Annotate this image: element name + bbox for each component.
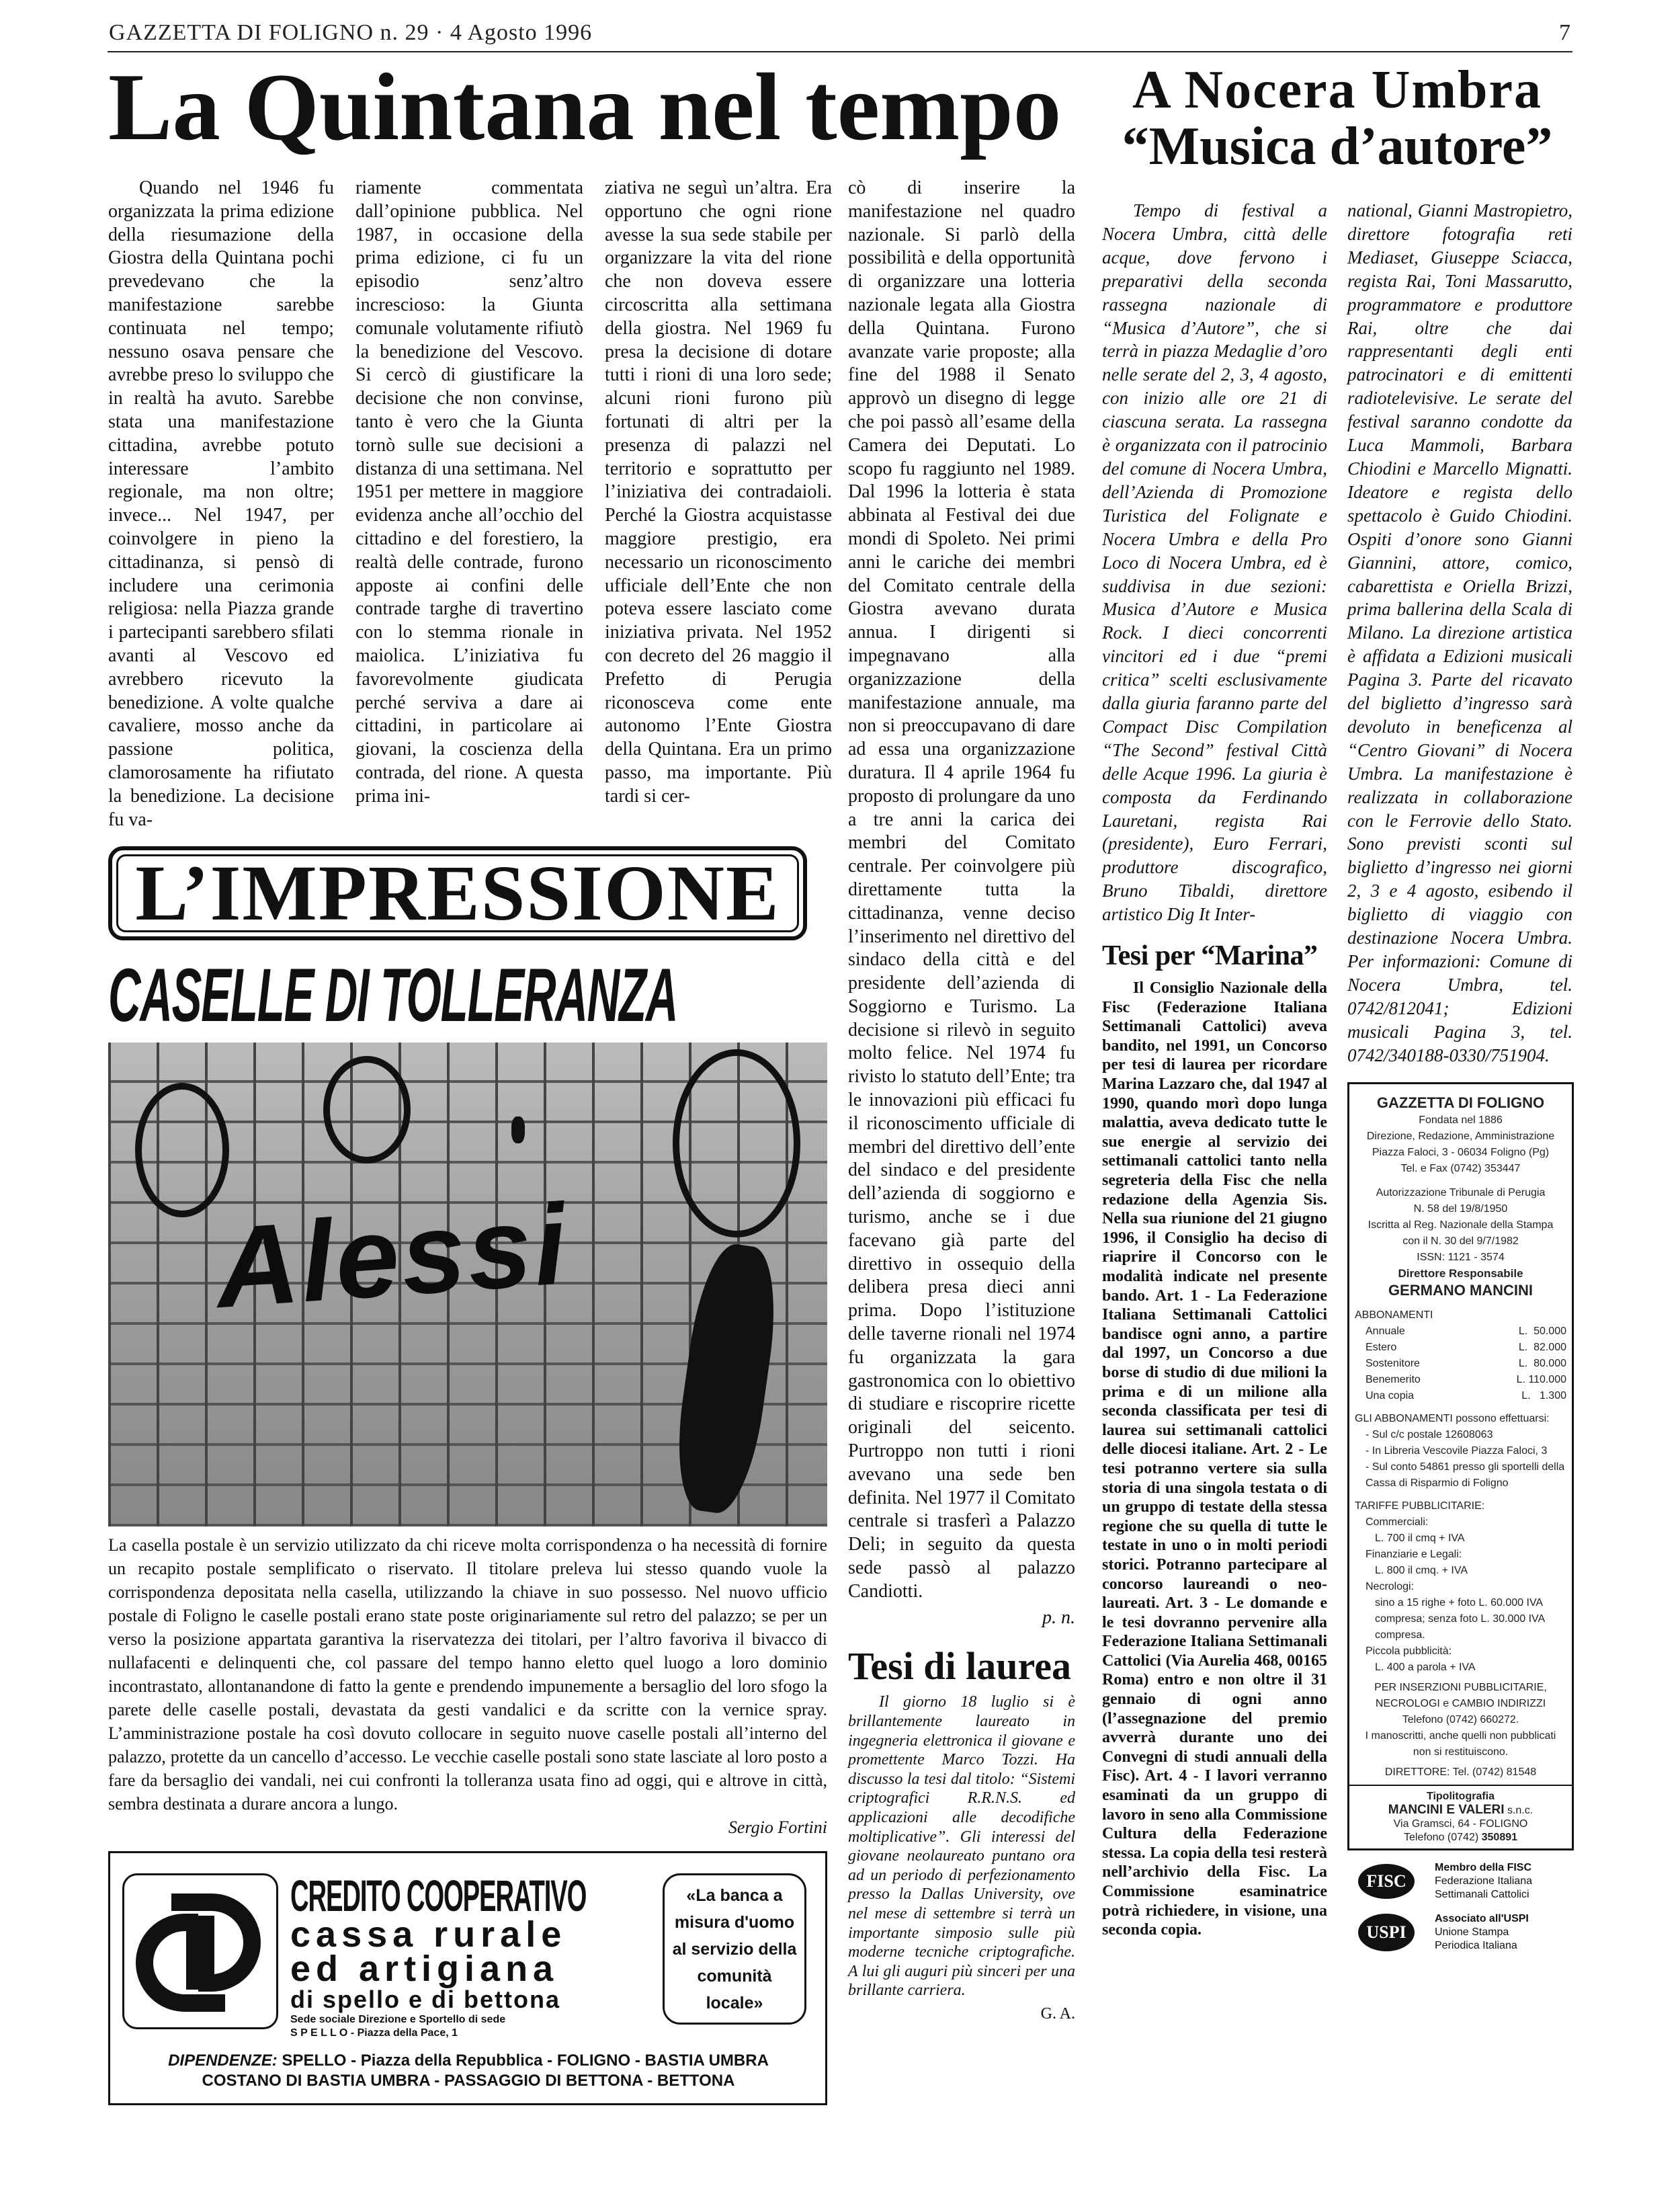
- masthead-issn: ISSN: 1121 - 3574: [1417, 1251, 1505, 1263]
- graffiti-mark: [323, 1056, 411, 1164]
- payment-method: - Sul c/c postale 12608063: [1366, 1428, 1493, 1440]
- graffiti-mark: [673, 1049, 800, 1237]
- mailboxes-photo: [108, 1043, 827, 1526]
- quintana-columns: [108, 177, 832, 831]
- fisc-logo-text: FISC: [1366, 1871, 1406, 1891]
- quintana-signature: p. n.: [1042, 1606, 1075, 1628]
- quintana-column-4: [848, 177, 1075, 1629]
- manuscripts-note: non si restituiscono.: [1413, 1746, 1509, 1758]
- tariffs-label: TARIFFE PUBBLICITARIE:: [1355, 1500, 1485, 1512]
- impressione-rubric: [108, 846, 807, 940]
- masthead-authorization: N. 58 del 19/8/1950: [1413, 1203, 1508, 1215]
- impressione-caption: [108, 1533, 827, 1839]
- subscription-name: Annuale: [1366, 1325, 1405, 1337]
- bank-branches: [122, 2051, 814, 2091]
- insertions-info: PER INSERZIONI PUBBLICITARIE,: [1374, 1681, 1547, 1693]
- bank-address: Sede sociale Direzione e Sportello di sede: [290, 2014, 506, 2026]
- graffiti-mark: [135, 1083, 229, 1217]
- page-number: 7: [1559, 20, 1571, 45]
- nocera-text-1: Tempo di festival a Nocera Umbra, città delle acque, dove fervono i preparativi della seconda rassegna nazionale di “Musica d’Autore”, che si terrà in piazza Medaglie d’oro nelle serate del 2, 3, 4 agosto, con inizio alle ore 21 di ciascuna serata. La rassegna è organizzata con il patrocinio del comune di Nocera Umbra, dell’Azienda di Promozione Turistica del Folignate e Nocera Umbra e della Pro Loco di Nocera Umbra, ed è suddivisa in due sezioni: Musica d’Autore e Musica Rock. I dieci concorrenti vincitori ed i due “premi critica” scelti esclusivamente dalla giuria faranno parte del Compact Disc Compilation “The Second” festival Città delle Acque 1996. La giuria è composta da Ferdinando Lauretani, regista Rai (presidente), Euro Ferrari, produttore discografico, Bruno Tibaldi, direttore artistico Dig It Inter-: [1102, 200, 1327, 925]
- subscription-price: L. 80.000: [1518, 1357, 1566, 1369]
- tariff-value: L. 800 il cmq. + IVA: [1375, 1564, 1468, 1576]
- subscription-price: L. 82.000: [1518, 1341, 1566, 1353]
- laurea-signature: G. A.: [1040, 2004, 1075, 2023]
- tariff-label: Necrologi:: [1366, 1580, 1415, 1592]
- impressione-headline: CASELLE DI TOLLERANZA: [108, 953, 678, 1038]
- nocera-headline-line: “Musica d’autore”: [1122, 117, 1553, 176]
- subscription-name: Una copia: [1366, 1389, 1415, 1401]
- payment-label: GLI ABBONAMENTI possono effettuarsi:: [1355, 1412, 1550, 1424]
- marina-text: Il Consiglio Nazionale della Fisc (Federazione Italiana Settimanali Cattolici) aveva bandito, nel 1991, un Concorso per tesi di laurea per ricordare Marina Lazzaro che, dal 1947 al 1990, quando morì dopo lunga malattia, aveva dedicato tutte le sue energie al servizio dei settimanali cattolici tanto nella segreteria della Fisc che nella redazione della Agenzia Sis. Nella sua riunione del 21 giugno 1996, il Consiglio ha deciso di riaprire il Concorso con le modalità indicate nel presente bando. Art. 1 - La Federazione Italiana Settimanali Cattolici bandisce ogni anno, a partire dal 1997, un Concorso a due borse di studio di due milioni la prima e di un milione alla seconda classificata per tesi di laurea sui settimanali cattolici delle diocesi italiane. Art. 2 - Le tesi potranno vertere sia sulla storia di una singola testata o di un gruppo di testate della stessa regione che su quella di tutte le testate in uno o in molti periodi storici. Potranno partecipare al concorso laureandi o neo-laureati. Art. 3 - Le domande e le tesi dovranno pervenire alla Federazione Italiana Settimanali Cattolici (Via Aurelia 468, 00165 Roma) entro e non oltre il 31 gennaio di ogni anno (l’assegnazione del premio avverrà durante uno dei Convegni di studi annuali della Fisc). Art. 4 - I lavori verranno esaminati da un gruppo di lavoro in seno alla Commissione Cultura della Federazione stessa. La copia della tesi resterà nell’archivio della Fisc. La Commissione esaminatrice potrà richiedere, in visione, una seconda copia.: [1102, 979, 1327, 1939]
- printer-suffix: s.n.c.: [1507, 1804, 1534, 1816]
- impressione-rubric-text: L’IMPRESSIONE: [135, 849, 780, 938]
- uspi-logo-text: USPI: [1366, 1922, 1406, 1942]
- left-body: [108, 177, 1075, 2105]
- tariff-label: Piccola pubblicità:: [1366, 1645, 1452, 1657]
- quintana-column-1: [108, 177, 334, 831]
- payment-method: - In Libreria Vescovile Piazza Faloci, 3: [1366, 1444, 1548, 1457]
- membership-line: Periodica Italiana: [1435, 1939, 1517, 1951]
- masthead-registration: Iscritta al Reg. Nazionale della Stampa: [1368, 1219, 1554, 1231]
- bank-slogan-text: «La banca a misura d'uomo al servizio della comunità locale»: [672, 1885, 797, 2012]
- nocera-headline: [1102, 62, 1572, 175]
- bank-address: S P E L L O - Piazza della Pace, 1: [290, 2027, 458, 2039]
- subscriptions-list: [1355, 1323, 1566, 1404]
- bank-logo-icon: [122, 1873, 278, 2029]
- marina-column: [1102, 979, 1327, 1940]
- caption-signature: Sergio Fortini: [728, 1818, 827, 1838]
- membership-uspi: [1347, 1912, 1574, 1953]
- running-header: GAZZETTA DI FOLIGNO n. 29 · 4 Agosto 1996: [109, 20, 593, 45]
- subscription-name: Sostenitore: [1366, 1357, 1420, 1369]
- director-name: GERMANO MANCINI: [1388, 1281, 1534, 1299]
- quintana-text-4: cò di inserire la manifestazione nel quadro nazionale. Si parlò della possibilità e della opportunità di organizzare una lotteria nazionale legata alla Giostra della Quintana. Furono avanzate varie proposte; alla fine del 1988 il Senato approvò un disegno di legge che poi passò all’esame della Camera dei Deputati. Lo scopo fu raggiunto nel 1989. Dal 1996 la lotteria è stata abbinata al Festival dei due mondi di Spoleto. Nei primi anni le cariche dei membri del Comitato centrale della Giostra avevano durata annua. I dirigenti si impegnavano alla organizzazione della manifestazione annuale, ma non si preoccupavano di dare ad essa una organizzazione duratura. Il 4 aprile 1964 fu proposto di prolungare da uno a tre anni la carica dei membri del Comitato centrale. Per coinvolgere più direttamente tutta la cittadinanza, venne deciso l’inserimento nel direttivo del sindaco della città e del presidente dell’azienda di Soggiorno e Turismo. La decisione si rilevò in seguito molto felice. Nel 1974 fu rivisto lo statuto dell’Ente; tra le innovazioni più efficaci fu il riconoscimento ufficiale di membri del direttivo dell’ente del sindaco e del presidente dell’azienda di soggiorno e turismo, anche se i due facevano già parte del direttivo in ossequio della delibera presa dieci anni prima. Dopo l’istituzione delle taverne rionali nel 1974 fu organizzata la gara gastronomica con lo obiettivo di studiare e riscoprire ricette originali del seicento. Purtroppo non tutti i rioni avevano una sede ben definita. Nel 1977 il Comitato centrale si trasferì a Palazzo Deli; in seguito da questa sede passò al palazzo Candiotti.: [848, 177, 1075, 1602]
- tariff-label: Commerciali:: [1366, 1516, 1429, 1528]
- branches-line: SPELLO - Piazza della Repubblica - FOLIGNO - BASTIA UMBRA: [282, 2051, 769, 2070]
- quintana-column-3: [605, 177, 832, 809]
- quintana-text-1: Quando nel 1946 fu organizzata la prima edizione della riesumazione della Giostra della Quintana pochi prevedevano che la manifestazione sarebbe continuata nel tempo; nessuno osava pensare che avrebbe preso lo sviluppo che in realtà ha avuto. Sarebbe stata una manifestazione cittadina, avrebbe potuto interessare l’ambito regionale, ma non oltre; invece... Nel 1947, per coinvolgere in pieno la cittadinanza, si pensò di includere una cerimonia religiosa: nella Piazza grande i partecipanti sarebbero sfilati avanti al Vescovo ed avrebbero ricevuto la benedizione. A volte qualche cavaliere, mosso anche da passione politica, clamorosamente ha rifiutato la benedizione. La decisione fu va-: [108, 177, 334, 830]
- laurea-text: Il giorno 18 luglio si è brillantemente laureato in ingegneria elettronica il giovane e promettente Marco Tozzi. Ha discusso la tesi dal titolo: “Sistemi criptografici R.R.N.S. ed applicazioni alle decodifiche moltiplicative”. Gli interessi del giovane neolaureato puntano ora ad un periodo di perfezionamento presso la Dallas University, ove nel mese di settembre si terrà un importante simposio sulle più moderne tecniche criptografiche. A lui gli auguri più sinceri per una brillante carriera.: [848, 1693, 1075, 2000]
- tariff-value: L. 700 il cmq + IVA: [1375, 1532, 1465, 1544]
- nocera-text-2: national, Gianni Mastropietro, direttore fotografia reti Mediaset, Giuseppe Sciacca, regista Rai, Toni Massarutto, programmatore e produttore Rai, oltre che dai rappresentanti degli enti patrocinatori e di emittenti radiotelevisive. Le serate del festival saranno condotte da Luca Mammoli, Barbara Chiodini e Marcello Mignatti. Ideatore e regista dello spettacolo è Guido Chiodini. Ospiti d’onore sono Gianni Giannini, attore, comico, cabarettista e Oriella Brizzi, prima ballerina della Scala di Milano. La direzione artistica è affidata a Edizioni musicali Pagina 3. Parte del ricavato del biglietto d’ingresso sarà devoluto in beneficenza al “Centro Giovani” di Nocera Umbra. La manifestazione è realizzata in collaborazione con le Ferrovie dello Stato. Sono previsti sconti sul biglietto d’ingresso nei giorni 2, 3 e 4 agosto, esibendo il biglietto di viaggio con destinazione Nocera Umbra. Per informazioni: Comune di Nocera Umbra, tel. 0742/812041; Edizioni musicali Pagina 3, tel. 0742/340188-0330/751904.: [1347, 200, 1572, 1065]
- bank-slogan: [663, 1873, 806, 2025]
- printer-phone-label: Telefono (0742): [1403, 1831, 1479, 1843]
- quintana-text-3: ziativa ne seguì un’altra. Era opportuno che ogni rione avesse la sua sede stabile per organizzare la vita del rione che non doveva essere circoscritta alla settimana della giostra. Nel 1969 fu presa la decisione di dotare tutti i rioni di una loro sede; alcuni rioni furono più fortunati di altri per la presenza di palazzi nel territorio e soprattutto per l’iniziativa dei contradaioli. Perché la Giostra acquistasse maggiore prestigio, era necessario un riconoscimento ufficiale dell’Ente che non poteva essere lasciato come iniziativa privata. Nel 1952 con decreto del 26 maggio il Prefetto di Perugia riconosceva come ente autonomo l’Ente Giostra della Quintana. Era un primo passo, ma importante. Più tardi si cer-: [605, 177, 832, 807]
- masthead-registration: con il N. 30 del 9/7/1982: [1402, 1235, 1519, 1247]
- subscription-price: L. 110.000: [1516, 1373, 1566, 1385]
- subscription-price: L. 1.300: [1521, 1389, 1566, 1401]
- right-body: [1102, 199, 1576, 1953]
- bank-name-line: di spello e di bettona: [290, 1986, 561, 2014]
- membership-title: Membro della FISC: [1435, 1861, 1532, 1873]
- tariff-label: Finanziarie e Legali:: [1366, 1548, 1462, 1560]
- subscription-name: Estero: [1366, 1341, 1397, 1353]
- printer-label: Tipolitografia: [1426, 1790, 1495, 1802]
- membership-line: Unione Stampa: [1435, 1926, 1509, 1938]
- graffiti-mark: [511, 1116, 525, 1143]
- impressione-headline-wrap: [108, 953, 832, 1038]
- printer-address: Via Gramsci, 64 - FOLIGNO: [1393, 1818, 1528, 1830]
- printer-box: [1349, 1785, 1572, 1848]
- masthead-name: GAZZETTA DI FOLIGNO: [1376, 1094, 1545, 1111]
- ad-top-row: [122, 1873, 814, 2040]
- graffiti-mark: [668, 1240, 786, 1518]
- masthead-address: Piazza Faloci, 3 - 06034 Foligno (Pg): [1372, 1146, 1550, 1158]
- bank-name: [290, 1873, 646, 2040]
- membership-line: Federazione Italiana: [1435, 1875, 1532, 1887]
- nocera-column-1: [1102, 199, 1327, 926]
- subscription-row: [1355, 1388, 1566, 1404]
- laurea-column: [848, 1693, 1075, 2023]
- masthead-box: [1347, 1082, 1574, 1850]
- masthead-phone: Tel. e Fax (0742) 353447: [1400, 1162, 1521, 1174]
- director-label: Direttore Responsabile: [1398, 1266, 1523, 1280]
- tariff-value: sino a 15 righe + foto L. 60.000 IVA compresa; senza foto L. 30.000 IVA compresa.: [1375, 1596, 1545, 1641]
- right-column-b: [1347, 199, 1574, 1953]
- printer-phone: 350891: [1481, 1831, 1518, 1843]
- marina-headline: Tesi per “Marina”: [1102, 940, 1318, 972]
- subscription-name: Benemerito: [1366, 1373, 1421, 1385]
- tariff-value: L. 400 a parola + IVA: [1375, 1661, 1476, 1673]
- quintana-column-2: [355, 177, 583, 809]
- subscriptions-label: ABBONAMENTI: [1355, 1309, 1433, 1321]
- uspi-logo: [1358, 1914, 1415, 1951]
- quintana-text-2: riamente commentata dall’opinione pubblica. Nel 1987, in occasione della prima edizione, ci fu un episodio senz’altro increscioso: la Giunta comunale volutamente rifiutò la benedizione del Vescovo. Si cercò di giustificare la decisione che non convinse, tanto è vero che la Giunta tornò sulle sue decisioni a distanza di una settimana. Nel 1951 per mettere in maggiore evidenza anche all’occhio del cittadino e del forestiero, la realtà delle contrade, furono apposte ai confini delle contrade targhe di travertino con lo stemma rionale in maiolica. L’iniziativa fu favorevolmente giudicata perché serviva a dare ai cittadini, in particolare ai giovani, la coscienza della contrada, del rione. A questa prima ini-: [355, 177, 583, 807]
- nocera-column-2: [1347, 199, 1572, 1067]
- bank-name-line: cassa rurale: [290, 1914, 567, 1955]
- column-4-block: [848, 177, 1075, 2024]
- membership-line: Settimanali Cattolici: [1435, 1888, 1529, 1900]
- subscription-price: L. 50.000: [1518, 1325, 1566, 1337]
- director-phone: DIRETTORE: Tel. (0742) 81548: [1384, 1766, 1537, 1778]
- caption-text: La casella postale è un servizio utilizzato da chi riceve molta corrispondenza o ha necessità di fornire un recapito postale semplificato o riservato. Il titolare preleva lui stesso quando vuole la corrispondenza depositata nella casella, utilizzando la chiave in suo possesso. Nel nuovo ufficio postale di Foligno le caselle postali erano state poste originariamente sul retro del palazzo; se per un verso la posizione appartata garantiva la riservatezza dei titolari, per l’altro favoriva il bivacco di nullafacenti e delinquenti che, col passare del tempo hanno eletto quel luogo a loro dominio incontrastato, allontanandone di fatto la gente e prendendo impunemente a bersaglio del loro sfogo la parete delle caselle postali, devastata da gesti vandalici e da scritte con la vernice spray. L’amministrazione postale ha così dovuto collocare in seguito nuove caselle postali all’interno del palazzo, protette da un cancello d’accesso. Le vecchie caselle postali sono state lasciate al loro posto a fare da bersaglio dei vandali, nei cui confronti la tolleranza usata fino ad oggi, qui e altrove in città, sembra destinata a durare ancora a lungo.: [108, 1535, 827, 1814]
- masthead-founded: Fondata nel 1886: [1419, 1114, 1503, 1126]
- branches-label: DIPENDENZE:: [168, 2051, 278, 2070]
- fisc-logo: [1358, 1864, 1415, 1899]
- insertions-info: NECROLOGI e CAMBIO INDIRIZZI: [1375, 1697, 1546, 1709]
- subscription-row: [1355, 1356, 1566, 1372]
- bank-name-line: ed artigiana: [290, 1949, 559, 1990]
- nocera-headline-line: A Nocera Umbra: [1132, 60, 1543, 120]
- graffiti-text: Alessi: [212, 1180, 573, 1333]
- branches-line: COSTANO DI BASTIA UMBRA - PASSAGGIO DI BETTONA - BETTONA: [202, 2072, 735, 2090]
- printer-name: MANCINI E VALERI: [1388, 1802, 1505, 1817]
- subscription-row: [1355, 1372, 1566, 1388]
- insertions-info: Telefono (0742) 660272.: [1402, 1713, 1519, 1725]
- payment-method: - Sul conto 54861 presso gli sportelli della Cassa di Risparmio di Foligno: [1366, 1461, 1565, 1489]
- quintana-headline: La Quintana nel tempo: [108, 54, 1062, 160]
- right-column-a: [1102, 199, 1327, 1940]
- masthead-authorization: Autorizzazione Tribunale di Perugia: [1376, 1186, 1546, 1198]
- header-rule: [108, 51, 1572, 52]
- subscription-row: [1355, 1323, 1566, 1340]
- laurea-headline: Tesi di laurea: [848, 1644, 1071, 1688]
- left-block: [108, 177, 832, 2105]
- right-region: [1102, 62, 1576, 1953]
- subscription-row: [1355, 1340, 1566, 1356]
- bank-name-line: CREDITO COOPERATIVO: [290, 1871, 587, 1921]
- masthead-office: Direzione, Redazione, Amministrazione: [1366, 1130, 1555, 1142]
- left-region: [108, 54, 1075, 2105]
- credito-cooperativo-ad: [108, 1851, 827, 2105]
- membership-fisc: [1347, 1861, 1574, 1902]
- manuscripts-note: I manoscritti, anche quelli non pubblicati: [1365, 1729, 1556, 1742]
- membership-title: Associato all'USPI: [1435, 1912, 1529, 1924]
